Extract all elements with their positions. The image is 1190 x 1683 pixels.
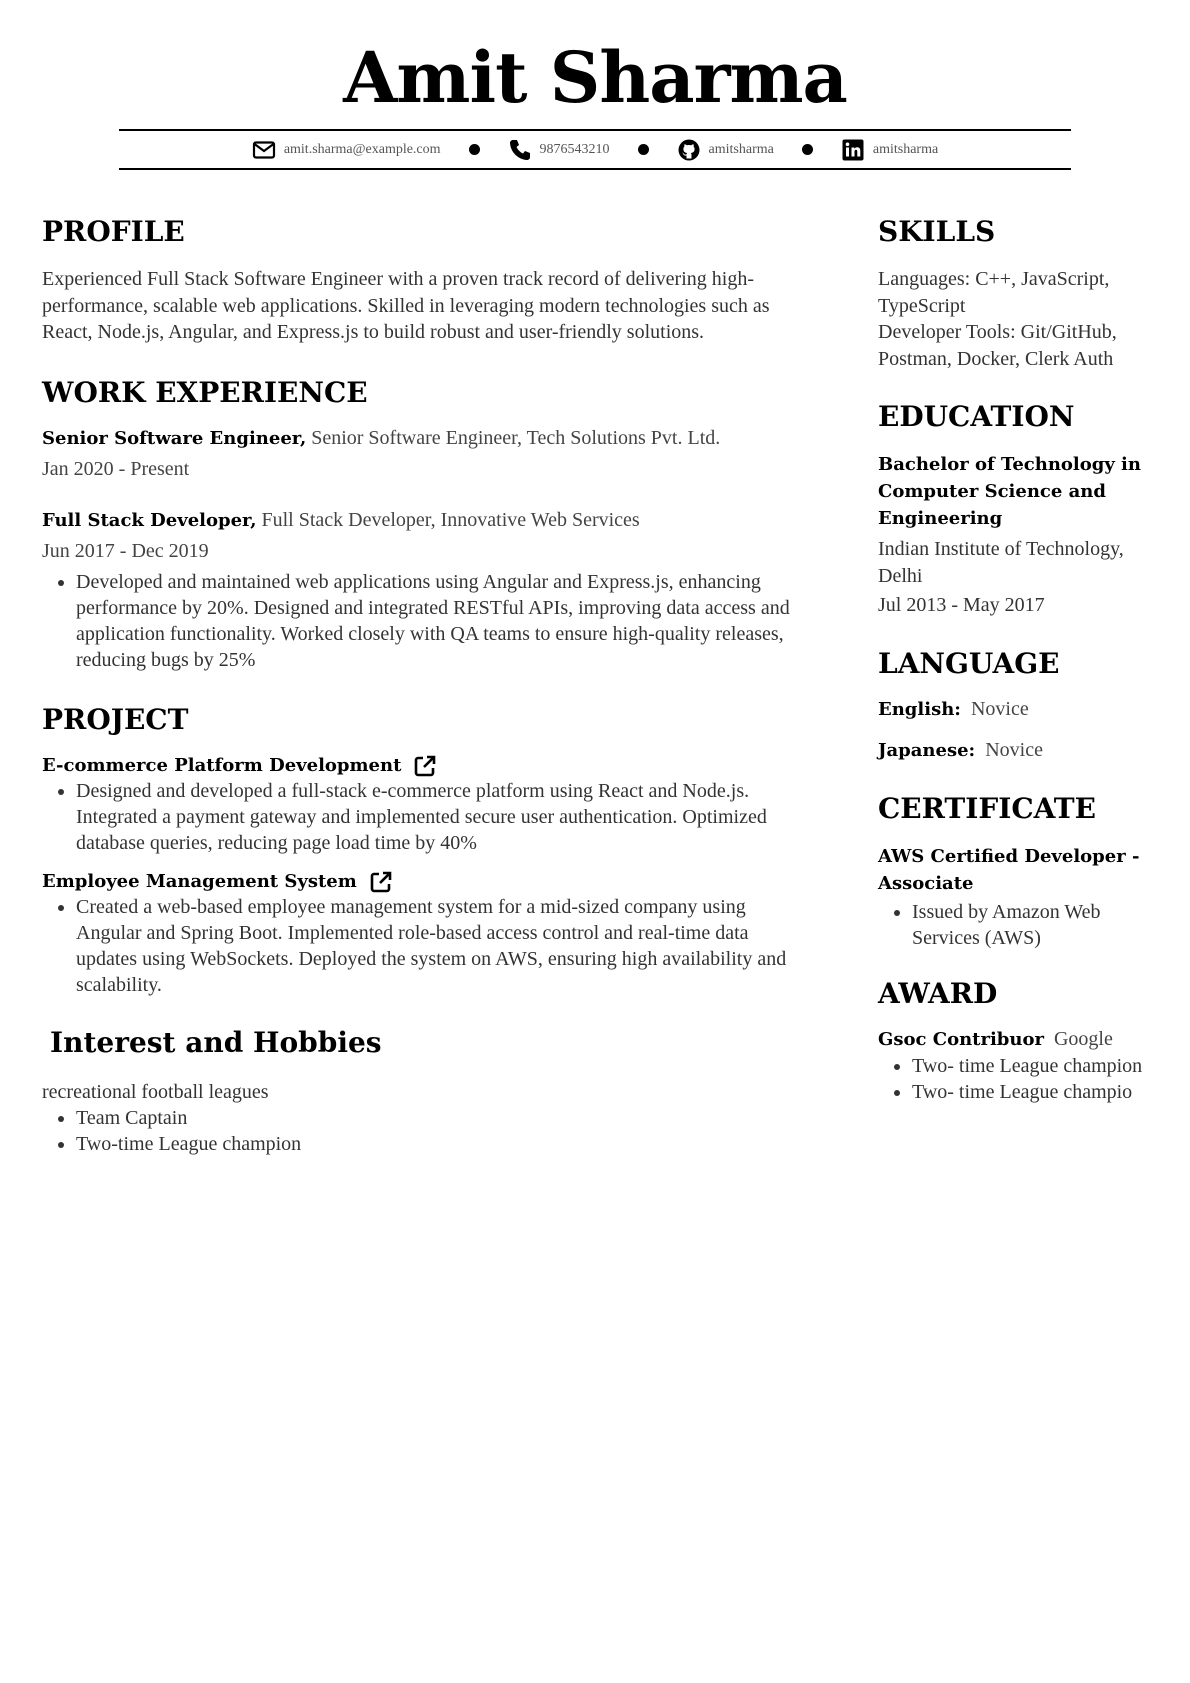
certificate-bullets [912,899,1168,951]
job-title: Full Stack Developer, [42,509,257,531]
section-heading: AWARD [878,976,998,1010]
project-title: E-commerce Platform Development [42,755,402,776]
skills-section [878,215,1168,372]
contact-linkedin[interactable] [841,138,938,162]
school-name: Indian Institute of Technology, Delhi [878,538,1124,587]
job-title-line [42,509,802,532]
list-item: • Team Captain [76,1105,802,1131]
interests-section [42,1026,802,1158]
github-text[interactable]: amitsharma [708,141,774,157]
section-heading: Interest and Hobbies [50,1025,382,1059]
project-entry [42,870,802,998]
candidate-name: Amit Sharma [343,36,847,119]
external-link-icon[interactable] [413,754,437,778]
project-bullets [76,778,802,856]
separator-dot [469,144,480,155]
contact-bar [119,129,1071,170]
section-heading: LANGUAGE [878,646,1060,680]
profile-section [42,215,802,346]
list-item: • Two- time League champio [912,1079,1168,1105]
skills-languages: Languages: C++, JavaScript, TypeScript [878,268,1110,317]
job-company: Senior Software Engineer, Tech Solutions Pvt. Ltd. [311,426,721,449]
project-title-row [42,870,802,894]
work-experience-section [42,376,802,673]
project-title: Employee Management System [42,871,357,892]
section-heading: SKILLS [878,215,996,248]
education-dates: Jul 2013 - May 2017 [878,594,1045,616]
separator-dot [802,144,813,155]
award-title: Gsoc Contribuor [878,1028,1044,1050]
interests-intro: recreational football leagues [42,1080,269,1103]
project-bullets [76,894,802,998]
section-heading: CERTIFICATE [878,791,1096,825]
education-section [878,400,1168,619]
certificate-section [878,792,1168,951]
contact-phone[interactable] [508,138,610,162]
language-item [878,698,1168,721]
github-icon [677,138,701,162]
section-heading: EDUCATION [878,400,1075,433]
list-item: • Two-time League champion [76,1131,802,1157]
contact-github[interactable] [677,138,774,162]
interests-list [76,1105,802,1157]
right-column [878,215,1168,1105]
project-entry [42,754,802,856]
list-item: • Designed and developed a full-stack e-commerce platform using React and Node.js. Integrated a payment gateway and implemented secure user authentication. Optimized database queries, reducing page load time by 40% [76,778,802,856]
list-item: • Issued by Amazon Web Services (AWS) [912,899,1168,951]
award-title-row [878,1028,1168,1051]
section-heading: PROJECT [42,702,189,736]
language-level: Novice [985,738,1043,761]
envelope-icon [252,138,276,162]
contact-email[interactable] [252,138,441,162]
language-level: Novice [970,697,1029,720]
list-item: • Two- time League champion [912,1053,1168,1079]
section-heading: WORK EXPERIENCE [42,375,368,409]
language-name: English: [878,698,961,720]
list-item: • Developed and maintained web applications using Angular and Express.js, enhancing performance by 20%. Designed and integrated RESTful APIs, improving data access and application functionality. Worked closely with QA teams to ensure high-quality releases, reducing bugs by 25% [76,569,802,673]
section-heading: PROFILE [42,215,185,248]
certificate-title: AWS Certified Developer - Associate [878,845,1140,894]
left-column [42,215,802,1157]
job-title-line [42,427,802,450]
job-dates: Jun 2017 - Dec 2019 [42,539,209,562]
skills-tools: Developer Tools: Git/GitHub, Postman, Docker, Clerk Auth [878,321,1117,370]
project-title-row [42,754,802,778]
phone-text[interactable]: 9876543210 [539,141,610,157]
degree-title: Bachelor of Technology in Computer Science and Engineering [878,454,1141,529]
project-section [42,703,802,998]
job-entry [42,427,802,481]
award-section [878,977,1168,1105]
separator-dot [638,144,649,155]
language-name: Japanese: [878,739,976,761]
award-org: Google [1053,1027,1113,1050]
language-item [878,739,1168,762]
profile-summary: Experienced Full Stack Software Engineer with a proven track record of delivering high-performance, scalable web applications. Skilled in leveraging modern technologies such as React, Node.js, Angular, and Express.js to build robust and user-friendly solutions. [42,268,770,343]
award-bullets [912,1053,1168,1105]
list-item: • Created a web-based employee management system for a mid-sized company using Angular and Spring Boot. Implemented role-based access control and real-time data updates using WebSockets. Deployed the system on AWS, ensuring high availability and scalability. [76,894,802,998]
job-entry [42,509,802,673]
job-dates: Jan 2020 - Present [42,457,190,480]
linkedin-icon [841,138,865,162]
linkedin-text[interactable]: amitsharma [872,141,939,157]
external-link-icon[interactable] [369,870,393,894]
email-text[interactable]: amit.sharma@example.com [283,141,441,157]
language-section [878,647,1168,762]
job-bullets [76,569,802,673]
job-company: Full Stack Developer, Innovative Web Services [261,508,640,531]
phone-icon [508,138,532,162]
job-title: Senior Software Engineer, [42,427,307,449]
